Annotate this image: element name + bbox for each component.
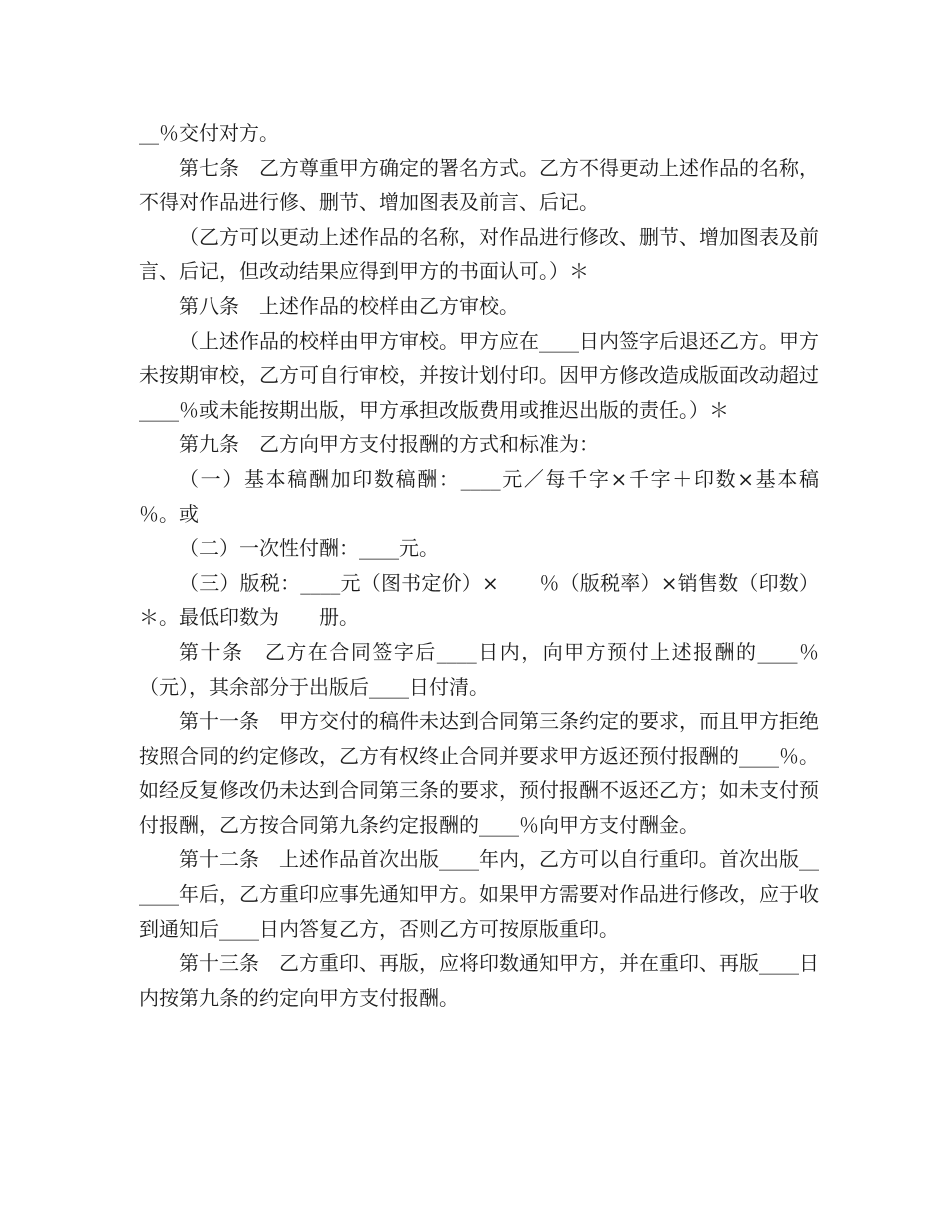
contract-body: [139, 116, 839, 1015]
paragraph-article-11: 第十一条 甲方交付的稿件未达到合同第三条约定的要求，而且甲方拒绝按照合同的约定修改，乙方有权终止合同并要求甲方返还预付报酬的____％。如经反复修改仍未达到合同第三条的要求，预付报酬不返还乙方；如未支付预付报酬，乙方按合同第九条约定报酬的____％向甲方支付酬金。: [139, 709, 819, 837]
paragraph-article-8: 第八条 上述作品的校样由乙方审校。: [179, 293, 519, 318]
paragraph-article-9: 第九条 乙方向甲方支付报酬的方式和标准为：: [179, 432, 599, 457]
paragraph-article-9-option-2: （二）一次性付酬：____元。: [179, 536, 439, 561]
paragraph-article-7-alt: （乙方可以更动上述作品的名称，对作品进行修改、删节、增加图表及前言、后记，但改动结果应得到甲方的书面认可。）＊: [139, 224, 819, 284]
paragraph-article-13: 第十三条 乙方重印、再版，应将印数通知甲方，并在重印、再版____日内按第九条的约定向甲方支付报酬。: [139, 951, 819, 1010]
paragraph-article-10: 第十条 乙方在合同签字后____日内，向甲方预付上述报酬的____％（元），其余部分于出版后____日付清。: [139, 639, 819, 699]
paragraph-article-12: 第十二条 上述作品首次出版____年内，乙方可以自行重印。首次出版______年后，乙方重印应事先通知甲方。如果甲方需要对作品进行修改，应于收到通知后____日内答复乙方，否则乙方可按原版重印。: [139, 847, 819, 941]
paragraph-payment-tail: __％交付对方。: [139, 121, 279, 145]
paragraph-article-7: 第七条 乙方尊重甲方确定的署名方式。乙方不得更动上述作品的名称，不得对作品进行修、删节、增加图表及前言、后记。: [139, 155, 819, 215]
paragraph-article-8-alt: （上述作品的校样由甲方审校。甲方应在____日内签字后退还乙方。甲方未按期审校，乙方可自行审校，并按计划付印。因甲方修改造成版面改动超过____％或未能按期出版，甲方承担改版费用或推迟出版的责任。）＊: [139, 328, 819, 422]
paragraph-article-9-option-1: （一）基本稿酬加印数稿酬：____元／每千字×千字＋印数×基本稿 ％。或: [139, 466, 839, 526]
paragraph-article-9-option-3: （三）版税：____元（图书定价）× ％（版税率）×销售数（印数）＊。最低印数为 册。: [139, 570, 819, 630]
